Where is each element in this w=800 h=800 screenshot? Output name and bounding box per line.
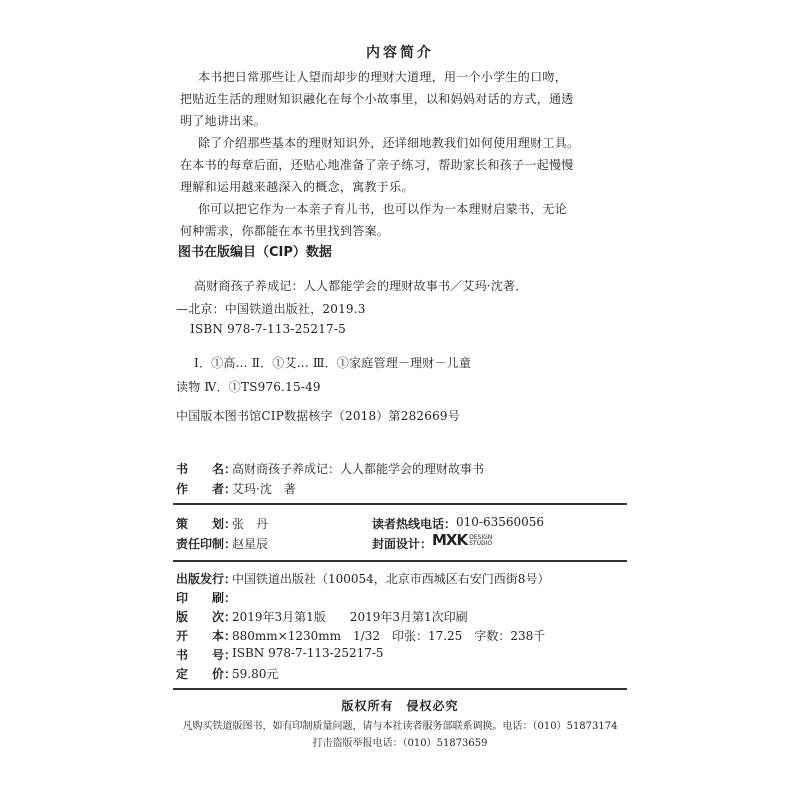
cip-heading: 图书在版编目（CIP）数据 (178, 245, 332, 260)
planner-label: 策 划： (176, 517, 237, 531)
isbn-label: 书 号： (176, 648, 237, 662)
intro-line: 在本书的每章后面，还贴心地准备了亲子练习，帮助家长和孩子一起慢慢 (180, 158, 574, 172)
mxk-logo-sub-design: DESIGN (469, 533, 493, 541)
planner-value: 张 丹 (232, 517, 269, 531)
quality-notice: 凡购买铁道版图书，如有印制质量问题，请与本社读者服务部联系调换。电话：（010）51873174 (182, 721, 618, 732)
intro-line: 何种需求，你都能在本书里找到答案。 (180, 224, 390, 238)
cip-line: 读物 Ⅳ．①TS976.15-49 (176, 380, 321, 394)
book-author-value: 艾玛·沈 著 (232, 482, 296, 496)
book-title-label: 书 名： (176, 462, 237, 476)
hotline-label: 读者热线电话： (372, 517, 457, 531)
intro-line: 把贴近生活的理财知识融化在每个小故事里，以和妈妈对话的方式，通透 (180, 92, 574, 106)
cover-design-label: 封面设计： (372, 537, 433, 551)
divider (173, 688, 627, 690)
book-title-value: 高财商孩子养成记：人人都能学会的理财故事书 (232, 462, 485, 476)
mxk-logo-sub-studio: STUDIO (469, 539, 493, 547)
mxk-logo-text: MXK (432, 531, 468, 549)
rights-notice: 版权所有 侵权必究 (341, 699, 459, 713)
cip-line: 高财商孩子养成记：人人都能学会的理财故事书／艾玛·沈著． (194, 279, 528, 293)
cip-line: Ⅰ．①高… Ⅱ．①艾… Ⅲ．①家庭管理－理财－儿童 (194, 356, 472, 370)
cip-line: ISBN 978-7-113-25217-5 (190, 322, 346, 336)
printing-editor-label: 责任印制： (176, 537, 237, 551)
format-label: 开 本： (176, 629, 237, 643)
price-value: 59.80元 (232, 667, 279, 681)
book-author-label: 作 者： (176, 482, 237, 496)
intro-line: 本书把日常那些让人望而却步的理财大道理，用一个小学生的口吻， (198, 70, 568, 84)
piracy-hotline: 打击盗版举报电话：（010）51873659 (312, 738, 488, 749)
cover-design-logo (432, 530, 492, 549)
cip-number: 中国版本图书馆CIP数据核字（2018）第282669号 (176, 409, 460, 423)
edition-label: 版 次： (176, 610, 237, 624)
publisher-value: 中国铁道出版社（100054，北京市西城区右安门西街8号） (232, 572, 550, 586)
divider (173, 560, 627, 562)
intro-title: 内容简介 (366, 45, 434, 61)
print-label: 印 刷： (176, 591, 237, 605)
edition-value: 2019年3月第1版 2019年3月第1次印刷 (232, 610, 468, 624)
hotline-value: 010-63560056 (456, 515, 545, 529)
cip-line: —北京：中国铁道出版社，2019.3 (176, 302, 366, 316)
format-value: 880mm×1230mm 1/32 印张：17.25 字数：238千 (232, 629, 546, 643)
price-label: 定 价： (176, 667, 237, 681)
intro-line: 你可以把它作为一本亲子育儿书，也可以作为一本理财启蒙书，无论 (198, 202, 568, 216)
printing-editor-value: 赵星辰 (232, 537, 269, 551)
divider (173, 503, 627, 505)
intro-line: 理解和运用越来越深入的概念，寓教于乐。 (180, 180, 414, 194)
publisher-label: 出版发行： (176, 572, 237, 586)
intro-line: 明了地讲出来。 (180, 114, 267, 128)
isbn-value: ISBN 978-7-113-25217-5 (232, 646, 384, 660)
intro-line: 除了介绍那些基本的理财知识外，还详细地教我们如何使用理财工具。 (198, 136, 580, 150)
